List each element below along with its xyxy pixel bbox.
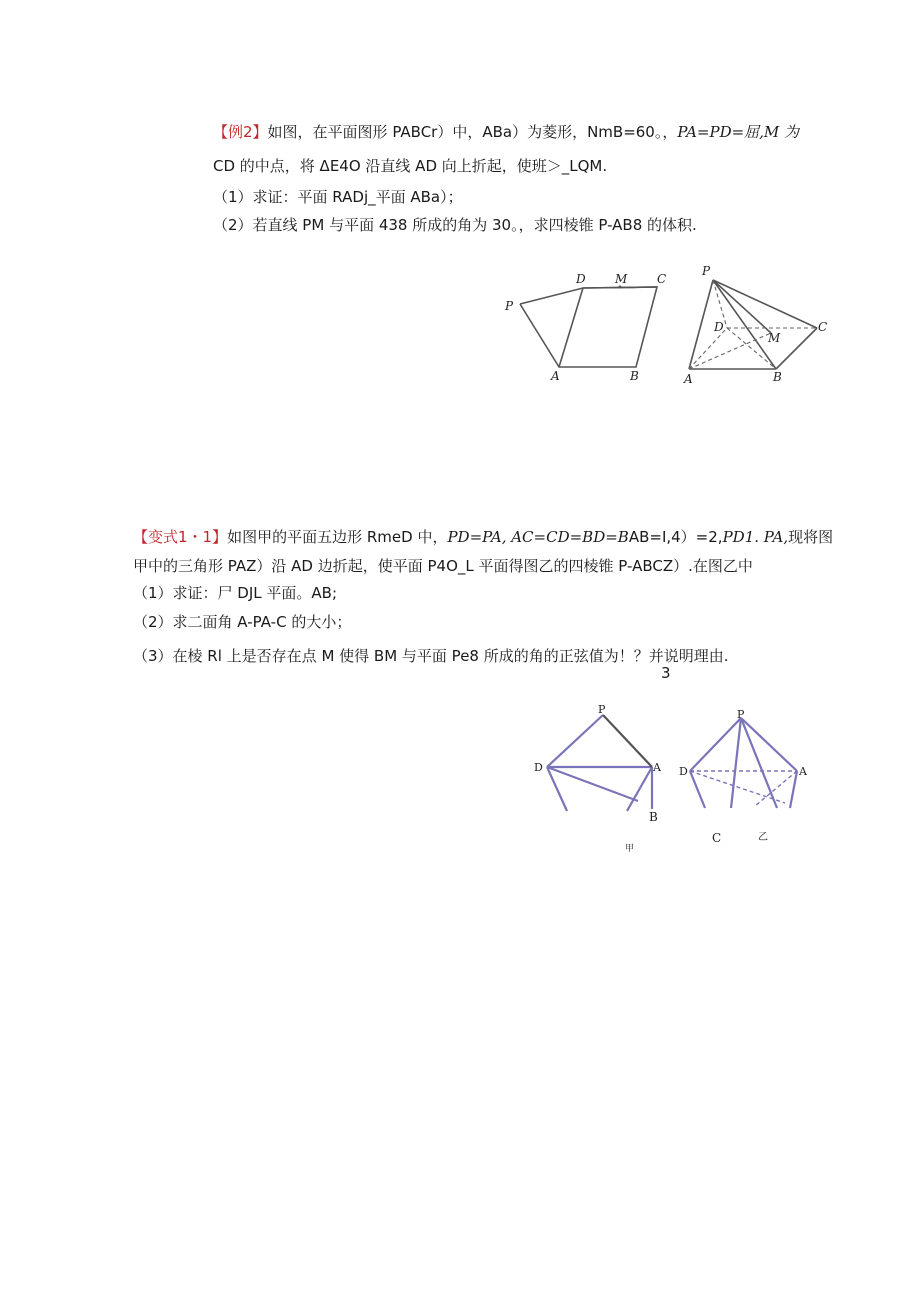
example2-planar-figure [500,270,680,385]
fig-left-label-m: M [615,272,628,286]
variant-line1-text-c: AB=I,4）=2, [628,528,723,546]
fig-right-label-d: D [714,320,724,334]
example2-question2: （2）若直线 PM 与平面 438 所成的角为 30。，求四棱锥 P-AB8 的体积. [213,216,697,234]
example2-line1-text: 如图，在平面图形 PABCr）中，ABa）为菱形，NmB=60。， [267,123,678,141]
fig-left-label-c: C [657,272,667,286]
example2-line2: CD 的中点，将 ΔE4O 沿直线 AD 向上折起，使班＞_LQM. [213,157,608,175]
fig-yi-caption-c: C [712,831,722,845]
fig-jia-label-b: B [649,810,658,824]
figure-yi [675,700,815,850]
fig-right-label-a: A [684,372,693,386]
variant-line1 [133,527,833,547]
fig-right-label-m: M [768,331,781,345]
example2-line1-formula: PA=PD=屈,M 为 [677,123,800,141]
variant-question1: （1）求证：尸 DJL 平面。AB; [133,584,338,602]
fig-jia-label-a: A [653,761,661,774]
fig-left-label-a: A [551,369,560,383]
fig-yi-label-p: P [737,708,745,721]
variant-question2: （2）求二面角 A-PA-C 的大小； [133,613,352,631]
fig-left-label-d: D [576,272,586,286]
fig-left-label-p: P [505,299,514,313]
variant-line1-text-e: 现将图 [788,528,834,546]
variant-tag: 【变式1・1】 [133,528,228,546]
fig-yi-label-d: D [679,765,688,778]
fig-jia-label-d: D [534,761,543,774]
fig-yi-label-a: A [799,765,807,778]
variant-line1-text-a: 如图甲的平面五边形 RmeD 中， [227,528,448,546]
example2-line1 [213,122,799,142]
fig-left-label-b: B [630,369,639,383]
figure-jia [530,703,670,854]
example2-pyramid-figure [680,265,840,390]
example2-question1: （1）求证：平面 RADj_平面 ABa）； [213,188,463,206]
fig-jia-label-p: P [598,703,606,716]
variant-fraction-denominator: 3 [661,664,671,682]
fig-yi-caption: 乙 [758,832,768,843]
fig-jia-caption: 甲 [625,844,635,854]
fig-right-label-b: B [773,370,782,384]
variant-line2: 甲中的三角形 PAZ）沿 AD 边折起，使平面 P4O_L 平面得图乙的四棱锥 P-ABCZ）.在图乙中 [133,557,753,575]
variant-line1-formula-b: PD=PA, AC=CD=BD=B [447,528,629,546]
example2-tag: 【例2】 [213,123,268,141]
fig-right-label-c: C [818,320,828,334]
figure-jia-edge-pa [603,715,652,767]
fig-right-label-p: P [702,264,711,278]
variant-question3: （3）在棱 Rl 上是否存在点 M 使得 BM 与平面 Pe8 所成的角的正弦值为！？并说明理由. [133,647,729,665]
variant-line1-formula-d: PD1. PA, [722,528,789,546]
fig-left-point-m [619,286,622,289]
